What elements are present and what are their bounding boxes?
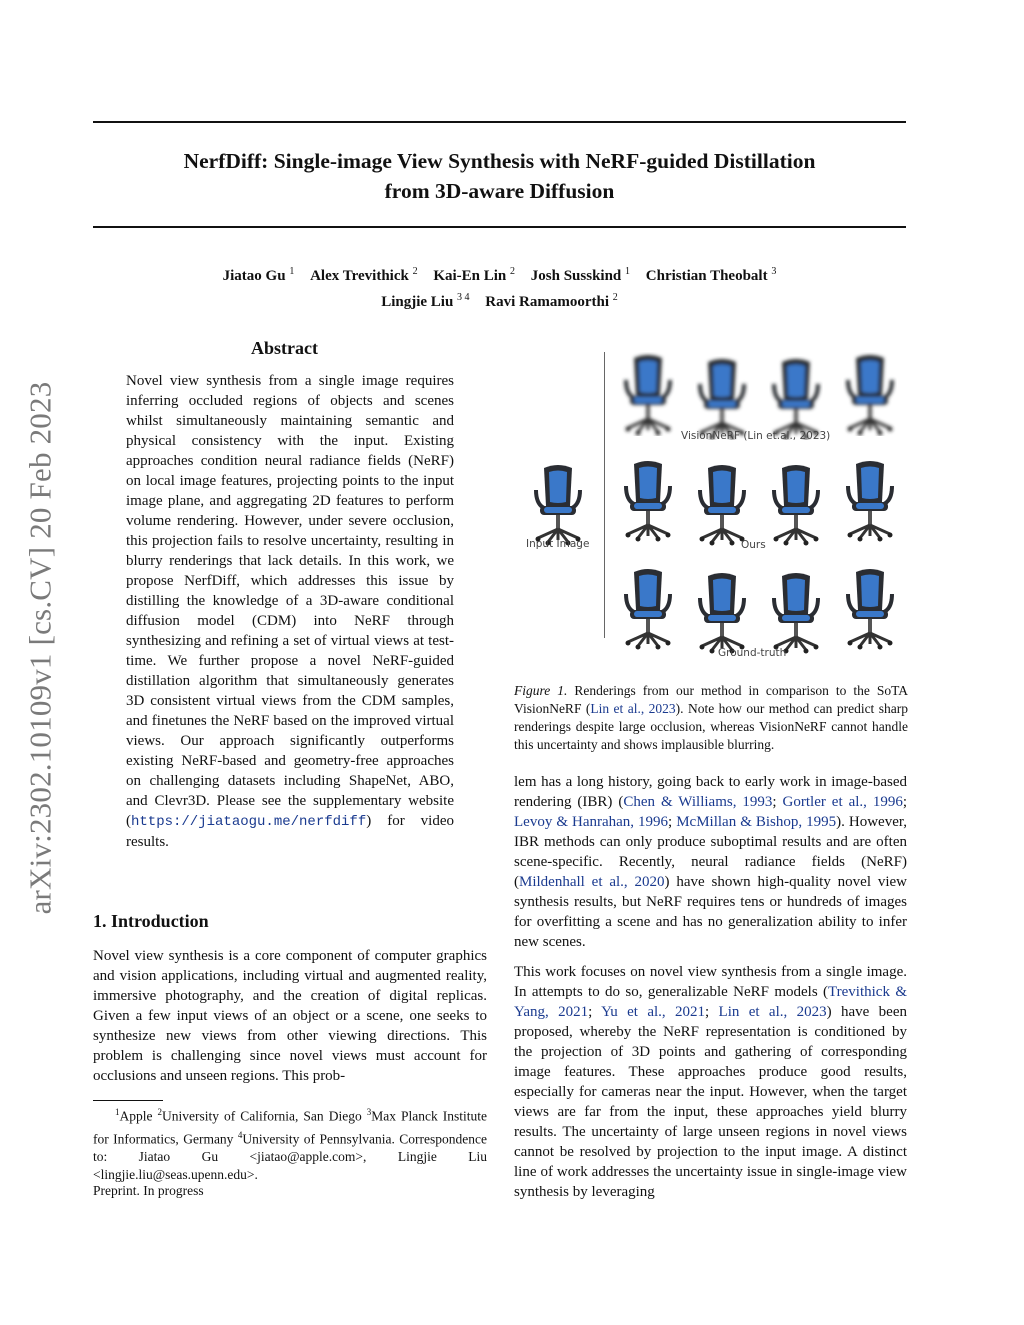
ours-render-3	[764, 462, 828, 546]
citation-link[interactable]: McMillan & Bishop, 1995	[676, 814, 837, 830]
citation-link[interactable]: Gortler et al., 1996	[782, 794, 903, 810]
ours-render-1	[616, 458, 680, 542]
citation-link[interactable]: Lin et al., 2023	[718, 1004, 827, 1020]
author: Alex Trevithick $^2$	[310, 266, 418, 284]
citation-link[interactable]: Mildenhall et al., 2020	[519, 874, 665, 890]
figure-divider	[604, 352, 605, 638]
paper-title	[93, 146, 906, 206]
abstract-heading: Abstract	[251, 338, 318, 358]
author: Ravi Ramamoorthi $^2$	[485, 292, 618, 310]
abstract-tail: ) for video results.	[126, 813, 454, 850]
visionnerf-render-4	[838, 352, 902, 436]
title-bottom-rule	[93, 226, 906, 228]
input-image-render	[526, 462, 590, 546]
abstract-text: Novel view synthesis from a single image requires inferring occluded regions of objects and scenes whilst simultaneously maintaining semantic and physical consistency with the input. Existing approaches condition neural radiance fields (NeRF) on local image features, projecting points to the input image plane, and aggregating 2D features to perform volume rendering. However, under severe occlusion, this projection fails to resolve uncertainty, resulting in blurry renderings that lack details. In this work, we propose NerfDiff, which addresses this issue by distilling the knowledge of a 3D-aware conditional diffusion model (CDM) into NeRF through synthesizing and refining a set of virtual views at test-time. We further propose a novel NeRF-guided distillation algorithm that simultaneously generates 3D consistent virtual views from the CDM samples, and finetunes the NeRF based on the improved virtual views. Our approach significantly outperforms existing NeRF-based and geometry-free approaches on challenging datasets including ShapeNet, ABO, and Clevr3D. Please see the supplementary website (	[126, 373, 454, 829]
author: Kai-En Lin $^2$	[433, 266, 516, 284]
title-top-rule	[93, 121, 906, 123]
ours-render-2	[690, 462, 754, 546]
affiliation-footnote: $^1$Apple $^2$University of California, San Diego $^3$Max Planck Institute for Informatics, Germany $^4$University of Pennsylvania. Correspondence to: Jiatao Gu <jiatao@apple.com>, Lingjie Liu <lingjie.liu@seas.upenn.edu>.	[93, 1100, 487, 1184]
arxiv-identifier-text: arXiv:2302.10109v1 [cs.CV] 20 Feb 2023	[22, 381, 57, 914]
arxiv-identifier	[8, 355, 72, 940]
figure-1-caption: Figure 1. Renderings from our method in comparison to the SoTA VisionNeRF (Lin et al., 2023). Note how our method can predict sharp renderings despite large occlusion, whereas VisionNeRF cannot handle this uncertainty and shows implausible blurring.	[514, 683, 908, 752]
citation-link[interactable]: Trevithick & Yang, 2021	[514, 984, 907, 1020]
ours-label: Ours	[741, 539, 766, 551]
intro-paragraph-continued: lem has a long history, going back to early work in image-based rendering (IBR) (Chen & Williams, 1993; Gortler et al., 1996; Levoy & Hanrahan, 1996; McMillan & Bishop, 1995). However, IBR methods can only produce suboptimal results and are often scene-specific. Recently, neural radiance fields (NeRF) (Mildenhall et al., 2020) have shown high-quality novel view synthesis results, but NeRF requires tens or hundreds of images for overfitting a scene and has no generalization ability to infer new scenes.	[514, 774, 908, 950]
author: Jiatao Gu $^1$	[222, 266, 295, 284]
ground-truth-render-4	[838, 566, 902, 650]
intro-paragraph-2: This work focuses on novel view synthesis from a single image. In attempts to do so, generalizable NeRF models (Trevithick & Yang, 2021; Yu et al., 2021; Lin et al., 2023) have been proposed, whereby the NeRF representation is conditioned by the projection of 3D points and gathering of corresponding image features. These approaches produce good results, especially for cameras near the input. However, when the target views are far from the input, these approaches yield blurry results. The uncertainty of large unseen regions in novel views cannot be resolved by projection to the input image. A distinct line of work addresses the uncertainty issue in single-image view synthesis by leveraging	[514, 964, 907, 1200]
supplementary-link[interactable]: https://jiataogu.me/nerfdiff	[131, 814, 367, 830]
ground-truth-render-2	[690, 570, 754, 654]
introduction-heading: 1. Introduction	[93, 911, 209, 931]
ours-render-4	[838, 458, 902, 542]
author: Christian Theobalt $^3$	[645, 266, 777, 284]
visionnerf-render-3	[764, 356, 828, 440]
right-column-body	[514, 772, 907, 1202]
visionnerf-render-1	[616, 352, 680, 436]
paper-title-line-2: from 3D-aware Diffusion	[384, 179, 615, 203]
abstract-body	[126, 371, 454, 852]
paper-title-line-1: NerfDiff: Single-image View Synthesis with NeRF-guided Distillation	[183, 149, 816, 173]
introduction-paragraph: Novel view synthesis is a core component of computer graphics and vision applications, including virtual and augmented reality, immersive photography, and the creation of digital replicas. Given a few input views of an object or a scene, one seeks to synthesize new views from other viewing directions. This problem is challenging since novel views must account for occlusions and unseen regions. This prob-	[93, 948, 487, 1084]
author-list	[93, 261, 906, 313]
ground-truth-label: Ground-truth	[718, 647, 787, 659]
caption-label: Figure 1.	[514, 683, 568, 698]
citation-link[interactable]: Chen & Williams, 1993	[623, 794, 773, 810]
citation-link[interactable]: Lin et al., 2023	[590, 701, 676, 716]
ground-truth-render-3	[764, 570, 828, 654]
figure-1	[518, 350, 910, 668]
preprint-note: Preprint. In progress	[93, 1183, 204, 1198]
visionnerf-render-2	[690, 356, 754, 440]
introduction-body	[93, 946, 487, 1086]
citation-link[interactable]: Levoy & Hanrahan, 1996	[514, 814, 669, 830]
footnote-rule	[93, 1100, 163, 1101]
citation-link[interactable]: Yu et al., 2021	[601, 1004, 706, 1020]
author: Josh Susskind $^1$	[530, 266, 631, 284]
author: Lingjie Liu $^{3 4}$	[381, 292, 470, 310]
visionnerf-label: VisionNeRF (Lin et.al., 2023)	[681, 430, 831, 442]
input-image-label: Input Image	[526, 538, 590, 550]
ground-truth-render-1	[616, 566, 680, 650]
